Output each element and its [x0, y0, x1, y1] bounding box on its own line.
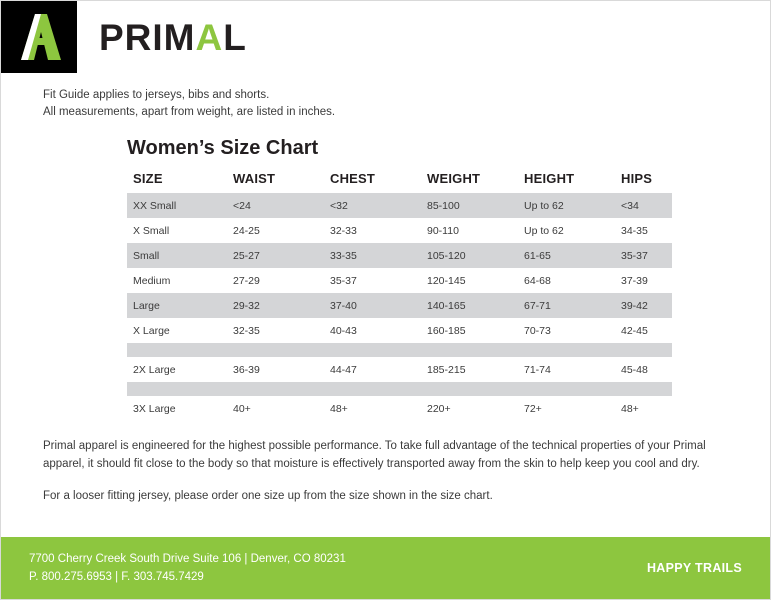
cell-waist: <24 [227, 193, 324, 218]
cell-waist: 27-29 [233, 274, 260, 287]
intro-text [1, 73, 770, 121]
table-row [127, 318, 672, 343]
cell-height [518, 382, 615, 396]
page-title: Women’s Size Chart [127, 137, 319, 159]
page-footer [1, 537, 770, 599]
cell-size: Small [127, 243, 227, 268]
cell-waist: 32-35 [233, 324, 260, 337]
cell-hips: 48+ [621, 402, 639, 415]
body-paragraph-1: Primal apparel is engineered for the highest possible performance. To take full advantage of the technical properties of your Primal apparel, it should fit close to the body so that moisture is effectively transported away from the skin to help keep you cool and dry. [43, 440, 706, 470]
cell-hips: 42-45 [621, 324, 648, 337]
footer-address: 7700 Cherry Creek South Drive Suite 106 | Denver, CO 80231 [29, 553, 346, 565]
cell-height: 71-74 [524, 363, 551, 376]
column-header-waist: WAIST [233, 171, 276, 186]
column-header-size: SIZE [133, 171, 163, 186]
body-copy [1, 421, 770, 505]
cell-hips: <34 [615, 193, 672, 218]
cell-size: 2X Large [133, 363, 176, 376]
cell-chest: 35-37 [330, 274, 357, 287]
cell-height: 67-71 [518, 293, 615, 318]
cell-waist: 36-39 [233, 363, 260, 376]
cell-hips [615, 382, 672, 396]
column-header-weight: WEIGHT [427, 171, 481, 186]
body-paragraph-2: For a looser fitting jersey, please order one size up from the size shown in the size chart. [43, 490, 493, 502]
cell-height: Up to 62 [518, 193, 615, 218]
cell-size: 3X Large [133, 402, 176, 415]
cell-chest: 37-40 [324, 293, 421, 318]
intro-line-2: All measurements, apart from weight, are listed in inches. [43, 106, 336, 118]
brand-suffix: L [223, 16, 247, 58]
cell-size [127, 343, 227, 357]
column-header-hips: HIPS [621, 171, 653, 186]
table-row [127, 243, 672, 268]
cell-hips [615, 343, 672, 357]
cell-size: Large [127, 293, 227, 318]
brand-prefix: PRIM [99, 16, 196, 58]
cell-waist: 25-27 [227, 243, 324, 268]
cell-weight: 120-145 [427, 274, 466, 287]
table-row [127, 218, 672, 243]
cell-chest: 44-47 [330, 363, 357, 376]
table-row [127, 193, 672, 218]
cell-waist [227, 382, 324, 396]
size-chart-table [127, 169, 672, 421]
cell-height: 61-65 [518, 243, 615, 268]
cell-weight: 160-185 [427, 324, 466, 337]
cell-weight: 140-165 [421, 293, 518, 318]
primal-a-logo-icon [17, 14, 61, 60]
cell-waist [227, 343, 324, 357]
brand-accent-letter: A [195, 16, 224, 58]
cell-height: 70-73 [524, 324, 551, 337]
cell-waist: 29-32 [227, 293, 324, 318]
cell-height [518, 343, 615, 357]
cell-waist: 40+ [233, 402, 251, 415]
cell-size: XX Small [127, 193, 227, 218]
cell-weight: 85-100 [421, 193, 518, 218]
table-row [127, 357, 672, 382]
cell-chest: 40-43 [330, 324, 357, 337]
cell-chest [324, 343, 421, 357]
cell-weight: 220+ [427, 402, 451, 415]
cell-chest: 33-35 [324, 243, 421, 268]
table-spacer-row [127, 382, 672, 396]
intro-line-1: Fit Guide applies to jerseys, bibs and shorts. [43, 89, 270, 101]
cell-hips: 45-48 [621, 363, 648, 376]
cell-size: Medium [133, 274, 171, 287]
cell-height: 72+ [524, 402, 542, 415]
cell-weight: 105-120 [421, 243, 518, 268]
cell-hips: 37-39 [621, 274, 648, 287]
table-header-row [127, 169, 672, 193]
logo-block [1, 1, 77, 73]
cell-size [127, 382, 227, 396]
column-header-chest: CHEST [330, 171, 376, 186]
footer-tagline: HAPPY TRAILS [646, 561, 742, 575]
table-row [127, 268, 672, 293]
cell-hips: 35-37 [615, 243, 672, 268]
cell-size: X Large [133, 324, 170, 337]
cell-size: X Small [133, 224, 170, 237]
cell-waist: 24-25 [233, 224, 260, 237]
table-row [127, 396, 672, 421]
cell-height: Up to 62 [524, 224, 564, 237]
cell-hips: 34-35 [621, 224, 648, 237]
cell-hips: 39-42 [615, 293, 672, 318]
cell-chest [324, 382, 421, 396]
brand-wordmark [77, 1, 770, 73]
cell-weight [421, 382, 518, 396]
footer-phone-fax: P. 800.275.6953 | F. 303.745.7429 [29, 571, 204, 583]
table-spacer-row [127, 343, 672, 357]
size-chart-section [1, 121, 770, 421]
cell-chest: 32-33 [330, 224, 357, 237]
footer-contact-block [29, 550, 346, 586]
cell-weight [421, 343, 518, 357]
column-header-height: HEIGHT [524, 171, 575, 186]
cell-height: 64-68 [524, 274, 551, 287]
cell-chest: <32 [324, 193, 421, 218]
page-header [1, 1, 770, 73]
cell-weight: 185-215 [427, 363, 466, 376]
cell-chest: 48+ [330, 402, 348, 415]
cell-weight: 90-110 [427, 224, 459, 237]
table-row [127, 293, 672, 318]
